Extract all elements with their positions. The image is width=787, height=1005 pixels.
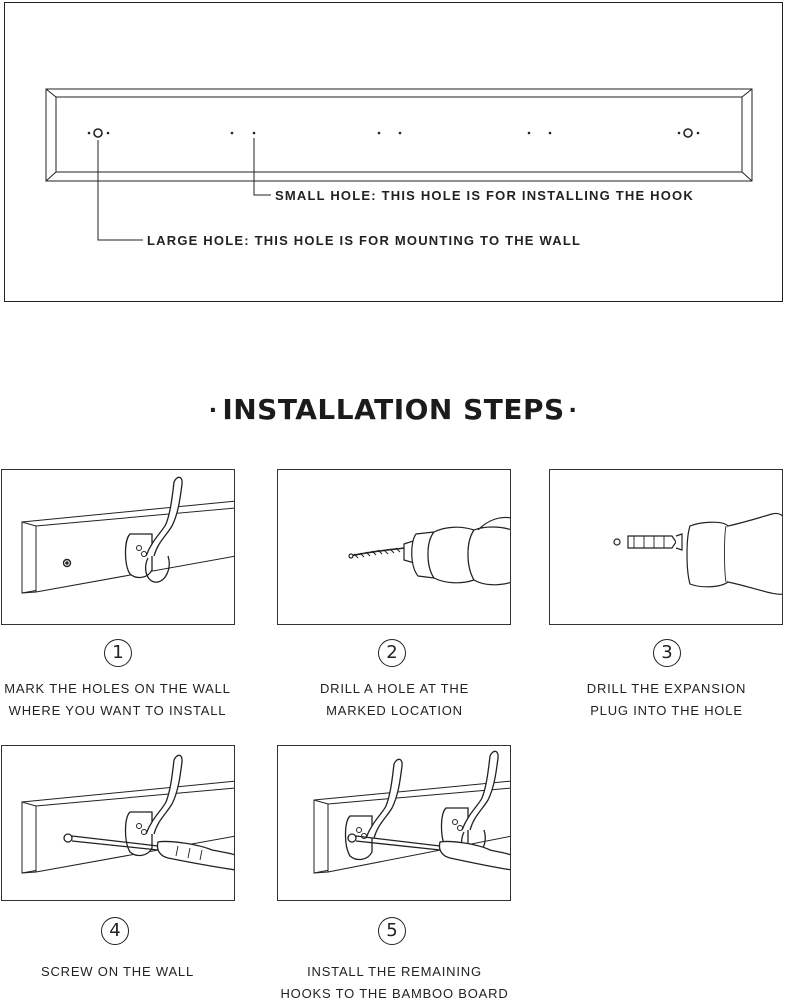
small-hole bbox=[253, 132, 256, 135]
step-3-illustration bbox=[549, 469, 783, 625]
step-2-caption-line-1: DRILL A HOLE AT THE bbox=[319, 681, 470, 696]
board-inner-bevel bbox=[56, 97, 742, 172]
step-2-caption-line-2: MARKED LOCATION bbox=[326, 703, 463, 718]
large-hole-leader bbox=[98, 140, 143, 240]
small-hole bbox=[231, 132, 234, 135]
board-diagram bbox=[0, 0, 787, 305]
step-3-caption bbox=[549, 678, 784, 722]
large-hole-label: LARGE HOLE: THIS HOLE IS FOR MOUNTING TO THE WALL bbox=[147, 233, 582, 248]
step-5-illustration bbox=[277, 745, 511, 901]
step-4-illustration bbox=[1, 745, 235, 901]
small-hole-label: SMALL HOLE: THIS HOLE IS FOR INSTALLING THE HOOK bbox=[275, 188, 694, 203]
step-5-number: 5 bbox=[378, 917, 406, 945]
step-2-illustration bbox=[277, 469, 511, 625]
step-1-caption bbox=[0, 678, 235, 722]
large-hole-right bbox=[684, 129, 692, 137]
step-5-caption bbox=[262, 961, 527, 1005]
step-1-caption-line-2: WHERE YOU WANT TO INSTALL bbox=[8, 703, 227, 718]
large-hole-left bbox=[94, 129, 102, 137]
step-2-number: 2 bbox=[378, 639, 406, 667]
section-title-row bbox=[0, 393, 787, 426]
step-4-number: 4 bbox=[101, 917, 129, 945]
section-title: INSTALLATION STEPS bbox=[222, 393, 565, 426]
step-4-caption-line-1: SCREW ON THE WALL bbox=[40, 964, 194, 979]
step-1-number: 1 bbox=[104, 639, 132, 667]
step-1-caption-line-1: MARK THE HOLES ON THE WALL bbox=[4, 681, 231, 696]
small-hole bbox=[549, 132, 552, 135]
step-3-caption-line-1: DRILL THE EXPANSION bbox=[586, 681, 747, 696]
title-dot-right: · bbox=[568, 394, 579, 425]
step-3-number: 3 bbox=[653, 639, 681, 667]
small-hole bbox=[399, 132, 402, 135]
step-4-caption bbox=[0, 961, 235, 983]
board-outline bbox=[46, 89, 752, 181]
title-dot-left: · bbox=[208, 394, 219, 425]
step-2-caption bbox=[277, 678, 512, 722]
step-3-caption-line-2: PLUG INTO THE HOLE bbox=[590, 703, 743, 718]
step-1-illustration bbox=[1, 469, 235, 625]
small-hole bbox=[528, 132, 531, 135]
small-hole bbox=[378, 132, 381, 135]
step-5-caption-line-2: HOOKS TO THE BAMBOO BOARD bbox=[280, 986, 509, 1001]
step-5-caption-line-1: INSTALL THE REMAINING bbox=[307, 964, 482, 979]
small-hole-leader bbox=[254, 138, 271, 195]
